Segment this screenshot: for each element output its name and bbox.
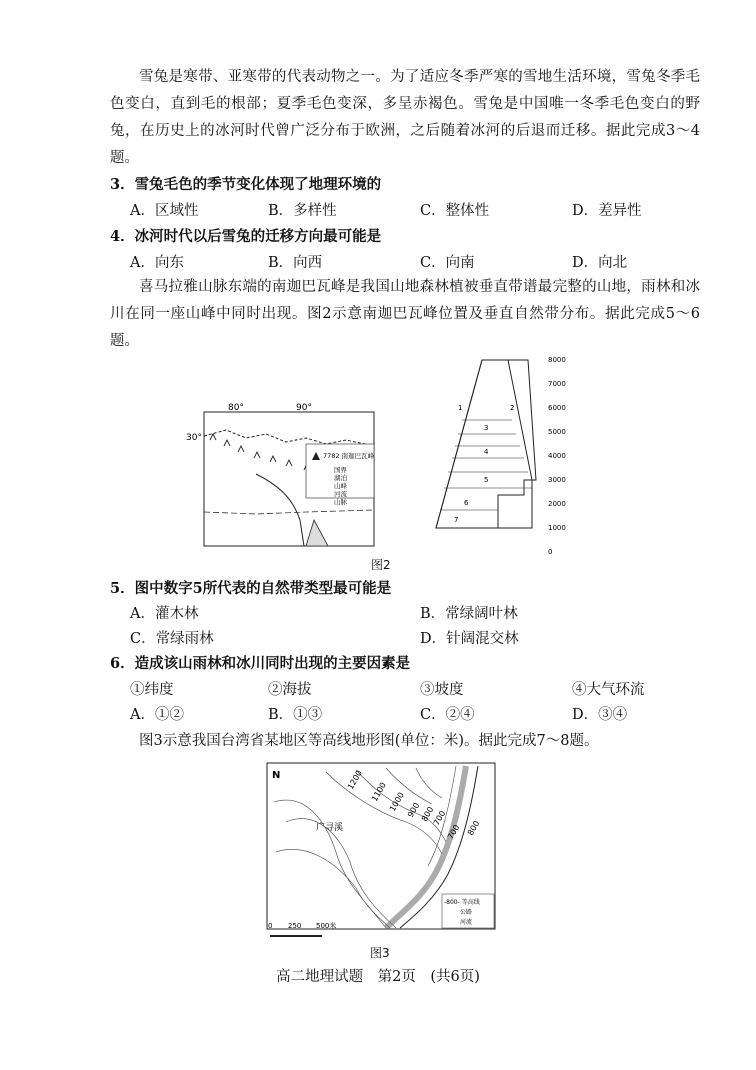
- scale-250: 250: [288, 922, 302, 930]
- q6-factor-4: ④大气环流: [572, 682, 645, 698]
- place-label: 广寻溪: [316, 823, 344, 833]
- contour-1000: 1000: [387, 790, 406, 813]
- page-footer: 高二地理试题 第2页 (共6页): [276, 969, 480, 985]
- elev-4000: 4000: [548, 452, 566, 460]
- legend-peak: 山峰: [334, 482, 347, 490]
- zone-5: 5: [484, 476, 489, 484]
- map-lat-30: 30°: [186, 433, 202, 443]
- contour-900: 900: [405, 801, 422, 819]
- q6-option-c: C．②④: [420, 707, 475, 723]
- passage-snow-hare: 雪兔是寒带、亚寒带的代表动物之一。为了适应冬季严寒的雪地生活环境，雪兔冬季毛色变白，直到毛的根部；夏季毛色变深，多呈赤褐色。雪兔是中国唯一冬季毛色变白的野兔，在历史上的冰河时代曾广泛分布于欧洲，之后随着冰河的后退而迁移。据此完成3～4题。: [110, 69, 700, 166]
- map-lon-80: 80°: [228, 403, 244, 413]
- q3-option-c: C．整体性: [420, 203, 490, 219]
- passage-taiwan-contour: 图3示意我国台湾省某地区等高线地形图(单位：米)。据此完成7～8题。: [139, 733, 599, 749]
- contour-800-east: 800: [465, 819, 482, 837]
- contour-1200: 1200: [345, 768, 364, 791]
- contour-1100: 1100: [369, 780, 388, 803]
- figure-2-caption: 图2: [371, 558, 391, 572]
- q3-option-d: D．差异性: [572, 203, 642, 219]
- q4-option-d: D．向北: [572, 255, 628, 271]
- legend-lake: 湖泊: [334, 474, 347, 482]
- q5-option-a: A．灌木林: [130, 606, 199, 622]
- q4-option-a: A．向东: [130, 255, 184, 271]
- passage-namcha-barwa: 喜马拉雅山脉东端的南迦巴瓦峰是我国山地森林植被垂直带谱最完整的山地，雨林和冰川在同一座山峰中同时出现。图2示意南迦巴瓦峰位置及垂直自然带分布。据此完成5～6题。: [110, 279, 700, 349]
- q3-option-b: B．多样性: [268, 203, 337, 219]
- question-4-stem: 4．冰河时代以后雪兔的迁移方向最可能是: [110, 228, 382, 245]
- peak-label: 7782 南迦巴瓦峰: [323, 452, 375, 460]
- elev-8000: 8000: [548, 356, 566, 364]
- legend-river: 河流: [334, 490, 347, 498]
- q6-option-d: D．③④: [572, 707, 628, 723]
- zone-6: 6: [464, 499, 469, 507]
- figure-2-vertical-zones: [428, 350, 588, 560]
- q4-option-b: B．向西: [268, 255, 323, 271]
- north-arrow: N: [272, 770, 281, 781]
- legend-contour: -800- 等高线: [444, 899, 480, 906]
- contour-800: 800: [419, 805, 436, 823]
- q6-factor-1: ①纬度: [130, 682, 174, 698]
- zone-2: 2: [510, 404, 515, 412]
- q3-option-a: A．区域性: [130, 203, 199, 219]
- scale-0: 0: [268, 922, 273, 930]
- q5-option-c: C．常绿雨林: [130, 631, 214, 647]
- legend-road: 公路: [460, 909, 473, 916]
- zone-7: 7: [454, 516, 459, 524]
- elev-7000: 7000: [548, 380, 566, 388]
- legend-mountain: 山脉: [334, 498, 347, 506]
- elev-3000: 3000: [548, 476, 566, 484]
- q6-factor-3: ③坡度: [420, 682, 464, 698]
- elev-6000: 6000: [548, 404, 566, 412]
- contour-700: 700: [431, 809, 448, 827]
- map-lon-90: 90°: [296, 403, 312, 413]
- zone-4: 4: [484, 448, 489, 456]
- q6-option-b: B．①③: [268, 707, 323, 723]
- q6-option-a: A．①②: [130, 707, 184, 723]
- elev-2000: 2000: [548, 500, 566, 508]
- question-3-stem: 3．雪兔毛色的季节变化体现了地理环境的: [110, 176, 382, 193]
- scale-500: 500米: [316, 922, 337, 930]
- q4-option-c: C．向南: [420, 255, 475, 271]
- legend-river: 河流: [460, 919, 473, 926]
- elev-1000: 1000: [548, 524, 566, 532]
- question-5-stem: 5．图中数字5所代表的自然带类型最可能是: [110, 580, 392, 597]
- zone-3: 3: [484, 424, 489, 432]
- q5-option-d: D．针阔混交林: [420, 631, 519, 647]
- zone-1: 1: [458, 404, 463, 412]
- legend-boundary: 国界: [334, 466, 347, 474]
- question-6-stem: 6．造成该山雨林和冰川同时出现的主要因素是: [110, 655, 411, 672]
- figure-3-contour-map: [266, 762, 498, 940]
- elev-5000: 5000: [548, 428, 566, 436]
- figure-3-caption: 图3: [370, 946, 390, 960]
- q5-option-b: B．常绿阔叶林: [420, 606, 518, 622]
- elev-0: 0: [548, 548, 553, 556]
- figure-2-map: [186, 400, 378, 550]
- q6-factor-2: ②海拔: [268, 682, 312, 698]
- contour-700-east: 700: [445, 823, 462, 841]
